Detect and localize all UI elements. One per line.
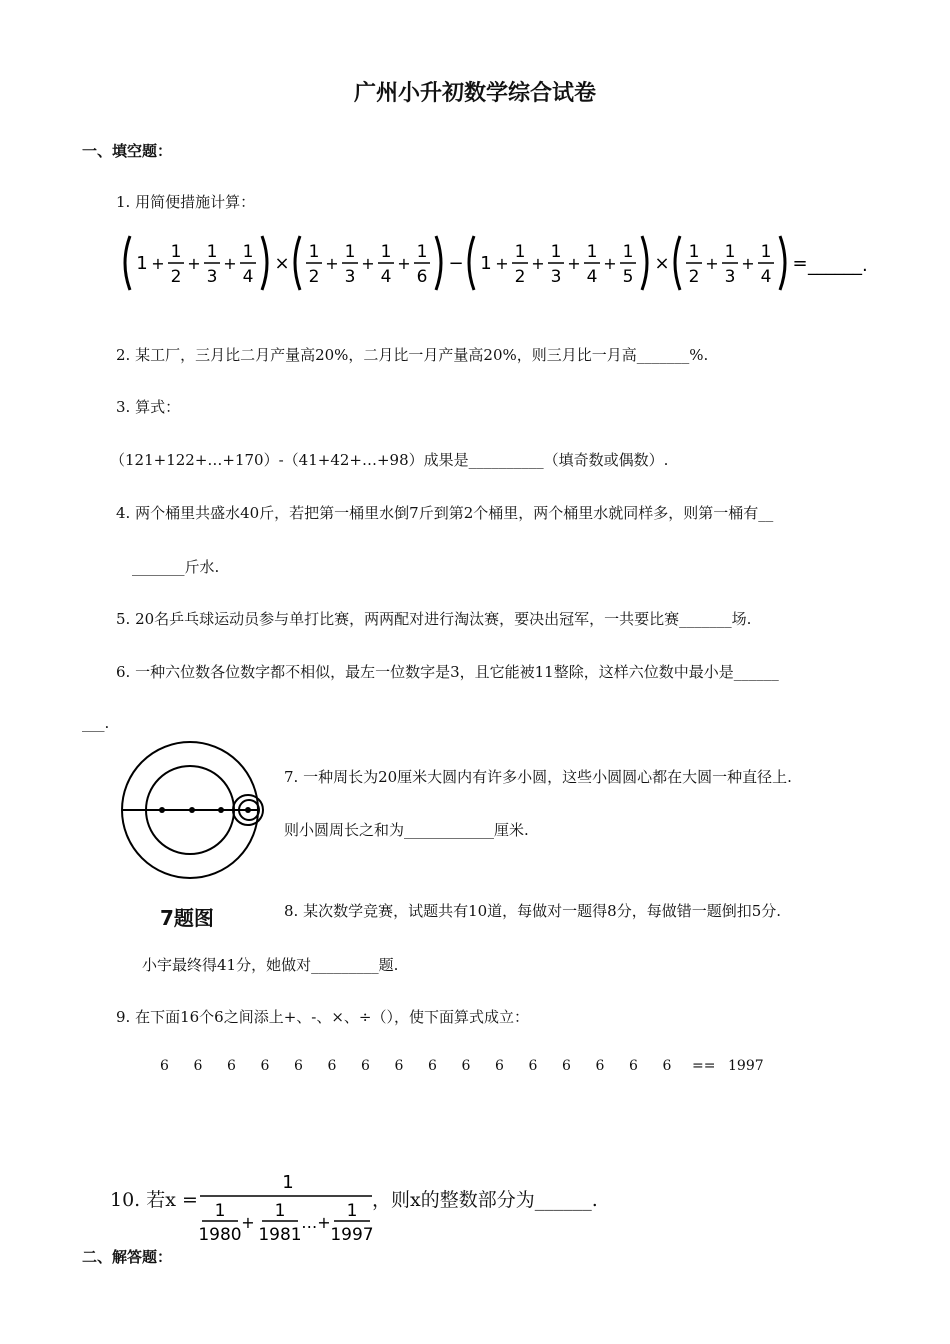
question-1-expression [118,232,868,294]
plus-sign: + [603,254,617,273]
question-2-text: 2. 某工厂，三月比二月产量高20%，二月比一月产量高20%，则三月比一月高_______%. [116,346,709,364]
sub-numerator: 1 [346,1201,358,1221]
open-paren [469,236,474,290]
open-paren [295,236,300,290]
plus-sign: + [397,254,411,273]
digit-six: 6 [227,1058,236,1074]
fraction-numerator: 1 [514,242,526,262]
digit-six: 6 [327,1058,337,1074]
fraction-denominator: 2 [308,267,320,287]
question-4-line2: _______斤水. [132,558,220,576]
fraction-numerator: 1 [242,242,254,262]
digit-six: 6 [394,1058,404,1074]
fraction-numerator: 1 [550,242,562,262]
question-5-text: 5. 20名乒乓球运动员参与单打比赛，两两配对进行淘汰赛，要决出冠军，一共要比赛_______场. [116,610,752,628]
fraction-denominator: 2 [514,267,526,287]
plus-sign: + [151,254,165,273]
question-10-suffix: ，则x的整数部分为______. [372,1189,598,1211]
close-paren [436,236,441,290]
answer-blank: ______. [808,255,868,276]
section-heading-fill-in: 一、填空题： [82,142,173,160]
section-heading-solve: 二、解答题： [82,1248,173,1266]
sub-denominator: 1981 [258,1225,302,1245]
fraction-numerator: 1 [170,242,182,262]
plus-sign: + [361,254,375,273]
question-7-line2: 则小圆周长之和为____________厘米. [284,821,529,839]
plus-sign: + [325,254,339,273]
question-10-prefix: 10. 若x = [110,1189,198,1211]
fraction-denominator: 2 [170,267,182,287]
fraction-numerator: 1 [622,242,634,262]
digit-six: 6 [428,1058,437,1074]
fraction-denominator: 3 [724,267,736,287]
plus-sign: + [241,1213,255,1232]
question-9-text: 9. 在下面16个6之间添上+、-、×、÷（），使下面算式成立： [116,1008,529,1026]
plus-sign: + [531,254,545,273]
equals-sign: == [692,1058,716,1074]
fraction-numerator: 1 [724,242,736,262]
circles-figure [118,738,268,888]
result-value: 1997 [728,1058,764,1074]
fraction-numerator: 1 [416,242,428,262]
fraction-numerator: 1 [308,242,320,262]
question-4-line1: 4. 两个桶里共盛水40斤，若把第一桶里水倒7斤到第2个桶里，两个桶里水就同样多，则第一桶有__ [116,504,774,522]
digit-six: 6 [294,1058,303,1074]
sub-numerator: 1 [214,1201,226,1221]
main-numerator: 1 [282,1172,294,1193]
question-6-line1: 6. 一种六位数各位数字都不相似，最左一位数字是3，且它能被11整除，这样六位数中最小是______ [116,663,779,681]
plus-sign: + [705,254,719,273]
digit-six: 6 [629,1058,638,1074]
question-8-line1: 8. 某次数学竞赛，试题共有10道，每做对一题得8分，每做错一题倒扣5分. [284,902,782,920]
question-7-line1: 7. 一种周长为20厘米大圆内有许多小圆，这些小圆圆心都在大圆一种直径上. [284,768,792,786]
plus-sign: + [495,254,509,273]
close-paren [262,236,267,290]
question-1-text: 1. 用简便措施计算： [116,193,256,211]
question-3-body: （121+122+…+170）-（41+42+…+98）成果是__________（填奇数或偶数）. [110,451,669,469]
plus-sign: + [187,254,201,273]
equals-sign: = [792,253,808,274]
fraction-denominator: 4 [760,267,772,287]
close-paren [642,236,647,290]
question-8-line2: 小宇最终得41分，她做对_________题. [142,956,399,974]
ellipsis-plus: …+ [301,1213,331,1232]
digit-six: 6 [662,1058,672,1074]
fraction-numerator: 1 [206,242,218,262]
fraction-denominator: 5 [622,267,634,287]
plus-sign: + [223,254,237,273]
integer-term: 1 [136,253,148,274]
plus-sign: + [567,254,581,273]
fraction-denominator: 6 [416,267,428,287]
fraction-numerator: 1 [586,242,598,262]
fraction-numerator: 1 [760,242,772,262]
fraction-denominator: 4 [380,267,392,287]
sub-numerator: 1 [274,1201,286,1221]
fraction-denominator: 3 [206,267,218,287]
fraction-denominator: 2 [688,267,700,287]
minus-sign: − [448,253,464,274]
plus-sign: + [741,254,755,273]
fraction-denominator: 4 [242,267,254,287]
open-paren [125,236,130,290]
digit-six: 6 [562,1058,571,1074]
fraction-denominator: 3 [344,267,356,287]
close-paren [780,236,785,290]
fraction-numerator: 1 [344,242,356,262]
fraction-denominator: 3 [550,267,562,287]
sub-denominator: 1980 [198,1225,242,1245]
digit-six: 6 [595,1058,605,1074]
times-sign: × [654,253,670,274]
digit-six: 6 [260,1058,270,1074]
question-10-fraction [196,1168,376,1244]
digit-six: 6 [461,1058,471,1074]
page-title: 广州小升初数学综合试卷 [353,81,596,106]
question-6-line2: ___. [82,714,110,732]
sub-denominator: 1997 [330,1225,374,1245]
digit-six: 6 [495,1058,504,1074]
fraction-numerator: 1 [688,242,700,262]
digit-six: 6 [361,1058,370,1074]
digit-six: 6 [193,1058,203,1074]
times-sign: × [274,253,290,274]
question-3-label: 3. 算式： [116,398,181,416]
open-paren [675,236,680,290]
figure-caption: 7题图 [160,906,214,930]
digit-six: 6 [528,1058,538,1074]
integer-term: 1 [480,253,492,274]
fraction-denominator: 4 [586,267,598,287]
digit-six: 6 [160,1058,169,1074]
fraction-numerator: 1 [380,242,392,262]
